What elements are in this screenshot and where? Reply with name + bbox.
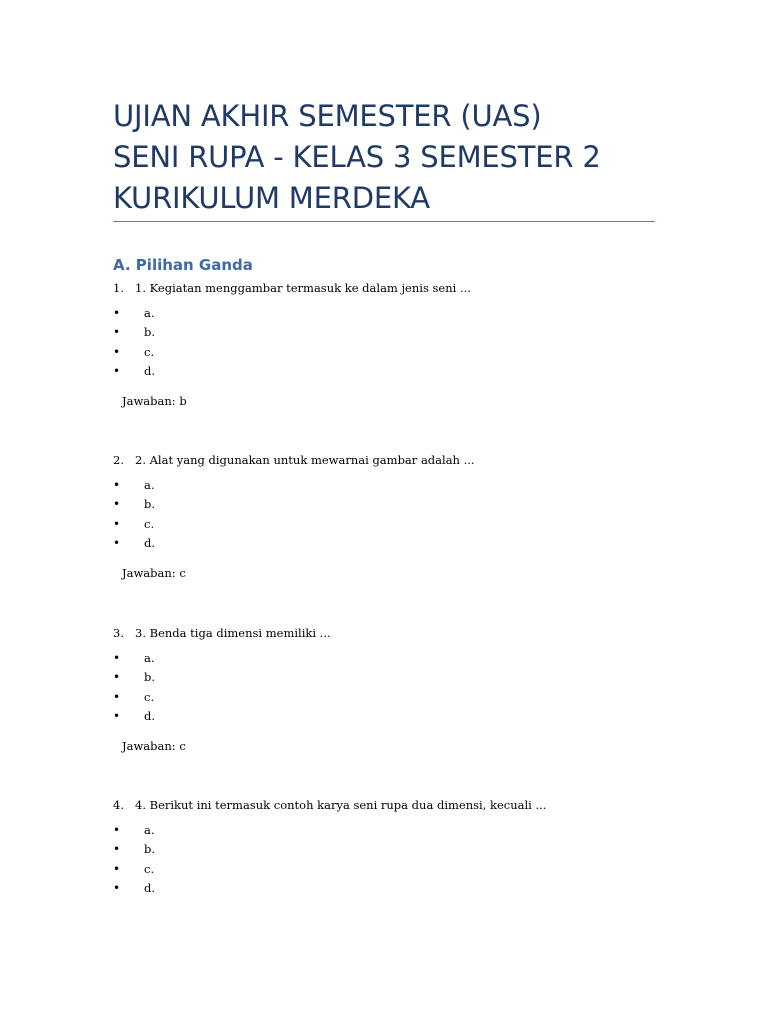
- section-heading: A. Pilihan Ganda: [113, 256, 253, 274]
- bullet-icon: •: [113, 670, 121, 685]
- option-label: c.: [144, 344, 155, 359]
- bullet-icon: •: [113, 344, 121, 359]
- option-label: d.: [144, 708, 156, 723]
- option-label: c.: [144, 689, 155, 704]
- bullet-icon: •: [113, 842, 121, 857]
- bullet-icon: •: [113, 708, 121, 723]
- bullet-icon: •: [113, 880, 121, 895]
- question-number: 2.: [113, 453, 124, 467]
- option-label: c.: [144, 516, 155, 531]
- question-1: [113, 280, 673, 408]
- option-label: b.: [144, 670, 156, 685]
- question-text: 1. Kegiatan menggambar termasuk ke dalam jenis seni ...: [135, 281, 471, 295]
- question-2: [113, 452, 673, 580]
- option-label: a.: [144, 306, 155, 320]
- question-line: [113, 452, 673, 468]
- title-line-2: SENI RUPA - KELAS 3 SEMESTER 2: [113, 140, 601, 174]
- option-label: d.: [144, 363, 156, 378]
- bullet-icon: •: [113, 478, 121, 492]
- title-line-3: KURIKULUM MERDEKA: [113, 181, 430, 215]
- bullet-icon: •: [113, 306, 121, 320]
- option-label: b.: [144, 842, 156, 857]
- bullet-icon: •: [113, 535, 121, 550]
- question-text: 4. Berikut ini termasuk contoh karya seni rupa dua dimensi, kecuali ...: [135, 798, 547, 812]
- option-label: d.: [144, 535, 156, 550]
- option-label: b.: [144, 497, 156, 512]
- option-label: a.: [144, 823, 155, 837]
- question-number: 4.: [113, 798, 124, 812]
- question-text: 3. Benda tiga dimensi memiliki ...: [135, 626, 331, 640]
- answer-text: Jawaban: b: [122, 394, 187, 408]
- bullet-icon: •: [113, 325, 121, 340]
- document-title: [113, 96, 673, 219]
- option-label: a.: [144, 651, 155, 665]
- question-line: [113, 625, 673, 641]
- option-label: d.: [144, 880, 156, 895]
- title-underline-rule: [113, 221, 655, 222]
- question-line: [113, 797, 673, 813]
- bullet-icon: •: [113, 651, 121, 665]
- question-number: 3.: [113, 626, 124, 640]
- question-3: [113, 625, 673, 753]
- question-4: [113, 797, 673, 895]
- question-line: [113, 280, 673, 296]
- option-label: c.: [144, 861, 155, 876]
- question-number: 1.: [113, 281, 124, 295]
- bullet-icon: •: [113, 497, 121, 512]
- option-label: b.: [144, 325, 156, 340]
- answer-text: Jawaban: c: [122, 566, 186, 580]
- question-text: 2. Alat yang digunakan untuk mewarnai gambar adalah ...: [135, 453, 475, 467]
- bullet-icon: •: [113, 689, 121, 704]
- bullet-icon: •: [113, 861, 121, 876]
- bullet-icon: •: [113, 516, 121, 531]
- bullet-icon: •: [113, 363, 121, 378]
- bullet-icon: •: [113, 823, 121, 837]
- option-label: a.: [144, 478, 155, 492]
- answer-text: Jawaban: c: [122, 739, 186, 753]
- title-line-1: UJIAN AKHIR SEMESTER (UAS): [113, 99, 542, 133]
